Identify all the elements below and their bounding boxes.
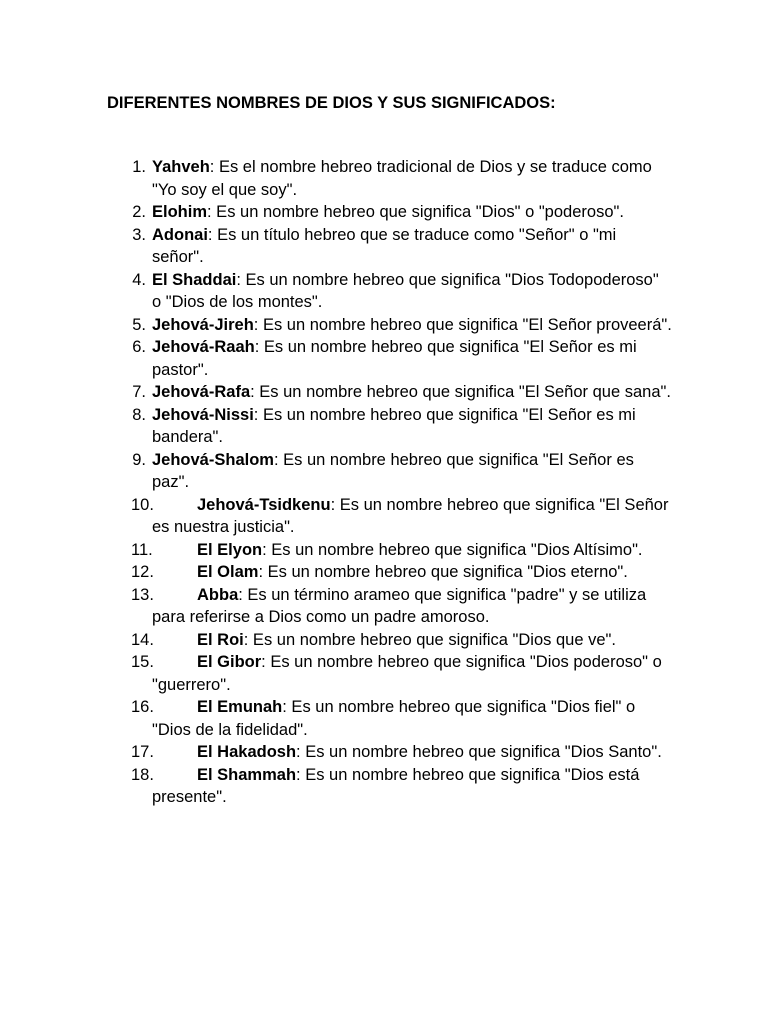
item-text: : Es un nombre hebreo que significa "Dios Altísimo". bbox=[262, 540, 643, 559]
item-number: 4. bbox=[132, 270, 146, 289]
list-item bbox=[0, 381, 768, 404]
item-body bbox=[152, 651, 672, 696]
item-body bbox=[152, 381, 672, 404]
item-body bbox=[152, 764, 672, 809]
item-body bbox=[152, 539, 672, 562]
list-item bbox=[0, 404, 768, 449]
item-name: El Hakadosh bbox=[197, 743, 297, 761]
list-item bbox=[0, 224, 768, 269]
item-number: 3. bbox=[132, 225, 146, 244]
item-name: Jehová-Rafa bbox=[152, 383, 251, 401]
item-name: Jehová-Tsidkenu bbox=[197, 495, 331, 514]
list-item bbox=[0, 764, 768, 809]
item-number: 13. bbox=[131, 585, 154, 604]
list-item bbox=[0, 201, 768, 224]
item-text: : Es un nombre hebreo que significa "El Señor es mi pastor". bbox=[152, 338, 637, 379]
item-number: 17. bbox=[131, 743, 154, 761]
list-item bbox=[0, 561, 768, 584]
list-item bbox=[0, 156, 768, 201]
list-item bbox=[0, 494, 768, 539]
list-item bbox=[0, 651, 768, 696]
item-number: 2. bbox=[132, 203, 146, 221]
item-text: : Es un título hebreo que se traduce como "Señor" o "mi señor". bbox=[152, 225, 617, 266]
list-item bbox=[0, 629, 768, 652]
item-text: : Es un término arameo que significa "padre" y se utiliza para referirse a Dios como un padre amoroso. bbox=[152, 585, 647, 626]
item-text: : Es un nombre hebreo que significa "El Señor que sana". bbox=[250, 383, 671, 401]
item-number: 8. bbox=[132, 405, 146, 424]
item-number: 18. bbox=[131, 765, 154, 784]
item-number: 5. bbox=[132, 315, 146, 334]
item-text: : Es un nombre hebreo que significa "Dios Todopoderoso" o "Dios de los montes". bbox=[152, 270, 659, 311]
item-text: : Es un nombre hebreo que significa "Dios está presente". bbox=[152, 765, 640, 806]
item-body bbox=[152, 201, 672, 224]
item-name: El Olam bbox=[197, 563, 259, 581]
item-body bbox=[152, 494, 672, 539]
list-item bbox=[0, 696, 768, 741]
item-number: 9. bbox=[132, 450, 146, 469]
item-name: Jehová-Shalom bbox=[152, 450, 274, 469]
item-body bbox=[152, 584, 672, 629]
item-body bbox=[152, 156, 672, 201]
item-body bbox=[152, 336, 672, 381]
item-number: 14. bbox=[131, 630, 154, 649]
item-body bbox=[152, 696, 672, 741]
list-item bbox=[0, 314, 768, 337]
item-name: El Shaddai bbox=[152, 270, 237, 289]
item-text: : Es el nombre hebreo tradicional de Dios y se traduce como "Yo soy el que soy". bbox=[152, 158, 652, 199]
names-list bbox=[0, 156, 768, 809]
item-text: : Es un nombre hebreo que significa "Dios que ve". bbox=[243, 630, 616, 649]
item-name: Elohim bbox=[152, 203, 208, 221]
item-name: El Roi bbox=[197, 630, 244, 649]
item-text: : Es un nombre hebreo que significa "Dios eterno". bbox=[258, 563, 628, 581]
item-body bbox=[152, 269, 672, 314]
item-number: 15. bbox=[131, 653, 154, 671]
item-number: 7. bbox=[132, 383, 146, 401]
item-text: : Es un nombre hebreo que significa "El Señor es paz". bbox=[152, 450, 634, 491]
item-text: : Es un nombre hebreo que significa "Dios poderoso" o "guerrero". bbox=[152, 653, 662, 694]
list-item bbox=[0, 584, 768, 629]
item-body bbox=[152, 449, 672, 494]
item-name: El Shammah bbox=[197, 765, 297, 784]
item-name: Adonai bbox=[152, 225, 208, 244]
item-body bbox=[152, 629, 672, 652]
item-text: : Es un nombre hebreo que significa "El Señor proveerá". bbox=[253, 315, 672, 334]
item-text: : Es un nombre hebreo que significa "El Señor es nuestra justicia". bbox=[152, 495, 669, 536]
item-name: El Emunah bbox=[197, 698, 283, 716]
item-text: : Es un nombre hebreo que significa "Dios fiel" o "Dios de la fidelidad". bbox=[152, 698, 636, 739]
item-name: Jehová-Jireh bbox=[152, 315, 254, 334]
item-text: : Es un nombre hebreo que significa "Dios" o "poderoso". bbox=[207, 203, 624, 221]
item-body bbox=[152, 404, 672, 449]
item-number: 10. bbox=[131, 495, 154, 514]
item-body bbox=[152, 224, 672, 269]
item-number: 12. bbox=[131, 563, 154, 581]
list-item bbox=[0, 449, 768, 494]
item-number: 16. bbox=[131, 698, 154, 716]
item-name: Abba bbox=[197, 585, 239, 604]
item-name: Jehová-Nissi bbox=[152, 405, 254, 424]
item-number: 11. bbox=[131, 540, 153, 559]
list-item bbox=[0, 539, 768, 562]
list-item bbox=[0, 269, 768, 314]
list-item bbox=[0, 336, 768, 381]
list-item bbox=[0, 741, 768, 764]
item-number: 6. bbox=[132, 338, 146, 356]
item-body bbox=[152, 561, 672, 584]
item-body bbox=[152, 314, 672, 337]
item-name: Yahveh bbox=[152, 158, 210, 176]
item-name: El Gibor bbox=[197, 653, 262, 671]
item-body bbox=[152, 741, 672, 764]
item-number: 1. bbox=[132, 158, 146, 176]
item-name: Jehová-Raah bbox=[152, 338, 255, 356]
document-title: DIFERENTES NOMBRES DE DIOS Y SUS SIGNIFICADOS: bbox=[107, 94, 556, 112]
item-text: : Es un nombre hebreo que significa "Dios Santo". bbox=[296, 743, 662, 761]
item-name: El Elyon bbox=[197, 540, 263, 559]
item-text: : Es un nombre hebreo que significa "El Señor es mi bandera". bbox=[152, 405, 636, 446]
